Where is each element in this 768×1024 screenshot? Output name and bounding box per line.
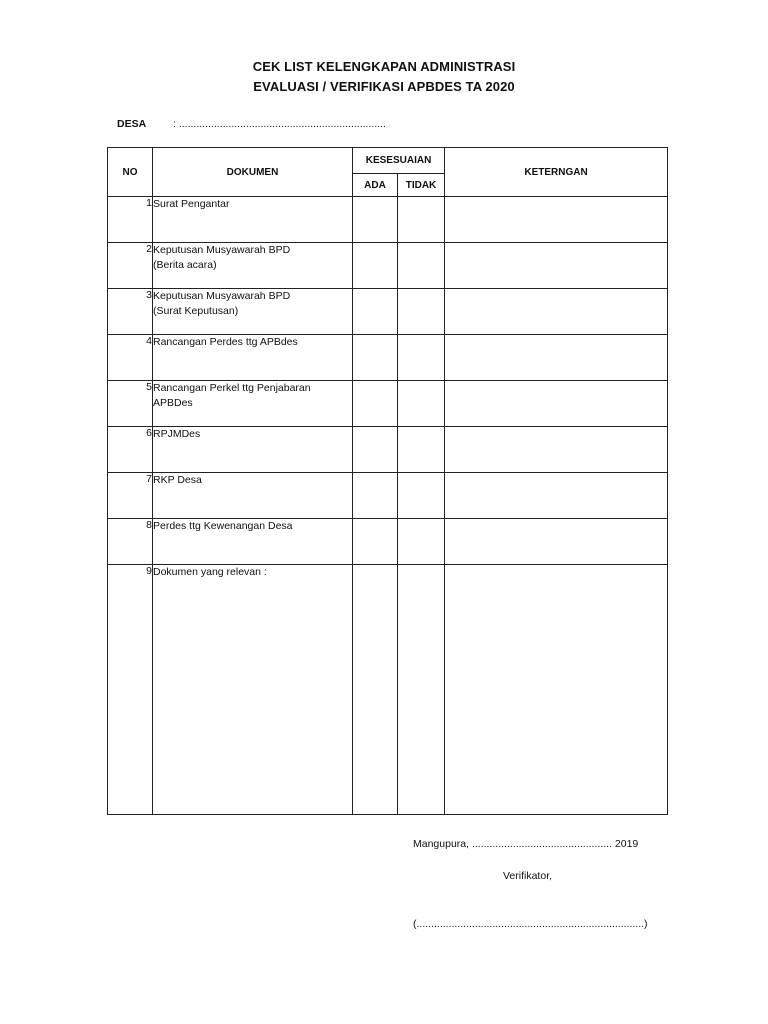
tidak-cell[interactable]: [398, 381, 445, 427]
signature-line: (..............................................................................): [413, 918, 648, 930]
table-row: [108, 335, 668, 381]
document-cell: [153, 335, 353, 381]
table-row: [108, 243, 668, 289]
keterangan-cell[interactable]: [445, 197, 668, 243]
ada-cell[interactable]: [353, 427, 398, 473]
table-row: [108, 519, 668, 565]
keterangan-cell[interactable]: [445, 473, 668, 519]
table-row: [108, 473, 668, 519]
row-number: 8: [108, 519, 153, 565]
header-tidak: TIDAK: [398, 174, 445, 197]
tidak-cell[interactable]: [398, 427, 445, 473]
table-row: [108, 427, 668, 473]
keterangan-cell[interactable]: [445, 381, 668, 427]
document-note: (Berita acara): [153, 259, 217, 271]
header-keterangan: KETERNGAN: [445, 148, 668, 197]
document-cell: [153, 519, 353, 565]
document-name: RPJMDes: [153, 428, 201, 440]
keterangan-cell[interactable]: [445, 565, 668, 815]
row-number: 2: [108, 243, 153, 289]
document-cell: [153, 381, 353, 427]
document-cell: [153, 565, 353, 815]
desa-label: DESA: [117, 118, 147, 130]
ada-cell[interactable]: [353, 381, 398, 427]
document-cell: [153, 289, 353, 335]
checklist-table: [107, 147, 668, 815]
row-number: 7: [108, 473, 153, 519]
header-ada: ADA: [353, 174, 398, 197]
row-number: 3: [108, 289, 153, 335]
header-no: NO: [108, 148, 153, 197]
document-cell: [153, 427, 353, 473]
tidak-cell[interactable]: [398, 519, 445, 565]
document-name: Keputusan Musyawarah BPD: [153, 290, 291, 302]
header-dokumen: DOKUMEN: [153, 148, 353, 197]
document-name: Perdes ttg Kewenangan Desa: [153, 520, 293, 532]
ada-cell[interactable]: [353, 565, 398, 815]
document-cell: [153, 243, 353, 289]
tidak-cell[interactable]: [398, 289, 445, 335]
document-name: Rancangan Perdes ttg APBdes: [153, 336, 298, 348]
tidak-cell[interactable]: [398, 197, 445, 243]
document-name: Rancangan Perkel ttg Penjabaran: [153, 382, 311, 394]
keterangan-cell[interactable]: [445, 289, 668, 335]
ada-cell[interactable]: [353, 473, 398, 519]
document-note: (Surat Keputusan): [153, 305, 239, 317]
document-cell: [153, 473, 353, 519]
header-kesesuaian: KESESUAIAN: [353, 148, 445, 174]
table-row: [108, 381, 668, 427]
tidak-cell[interactable]: [398, 473, 445, 519]
document-subtitle: EVALUASI / VERIFIKASI APBDES TA 2020: [253, 79, 515, 94]
tidak-cell[interactable]: [398, 243, 445, 289]
row-number: 9: [108, 565, 153, 815]
document-name: Surat Pengantar: [153, 198, 230, 210]
verifikator-label: Verifikator,: [503, 870, 553, 882]
table-row: [108, 197, 668, 243]
document-note: APBDes: [153, 397, 193, 409]
tidak-cell[interactable]: [398, 565, 445, 815]
ada-cell[interactable]: [353, 243, 398, 289]
document-name: Keputusan Musyawarah BPD: [153, 244, 291, 256]
place-date-line: Mangupura, ................................................ 2019: [413, 838, 639, 850]
table-row: [108, 565, 668, 815]
ada-cell[interactable]: [353, 197, 398, 243]
table-row: [108, 289, 668, 335]
row-number: 1: [108, 197, 153, 243]
keterangan-cell[interactable]: [445, 243, 668, 289]
desa-field: : .......................................................................: [173, 118, 386, 130]
row-number: 6: [108, 427, 153, 473]
ada-cell[interactable]: [353, 289, 398, 335]
document-name: RKP Desa: [153, 474, 202, 486]
tidak-cell[interactable]: [398, 335, 445, 381]
document-title: CEK LIST KELENGKAPAN ADMINISTRASI: [252, 59, 516, 74]
document-name: Dokumen yang relevan :: [153, 566, 267, 578]
row-number: 4: [108, 335, 153, 381]
keterangan-cell[interactable]: [445, 427, 668, 473]
keterangan-cell[interactable]: [445, 335, 668, 381]
keterangan-cell[interactable]: [445, 519, 668, 565]
ada-cell[interactable]: [353, 335, 398, 381]
document-cell: [153, 197, 353, 243]
ada-cell[interactable]: [353, 519, 398, 565]
row-number: 5: [108, 381, 153, 427]
